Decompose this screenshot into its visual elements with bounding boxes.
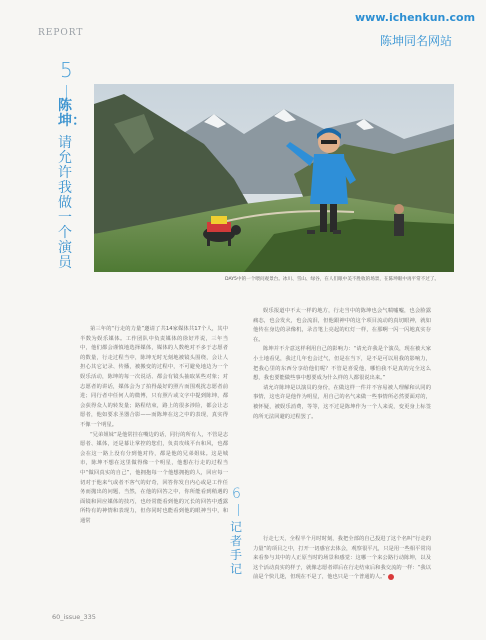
paragraph: 陈坤并不介意这样利用自己的影响力：“请允许我是个演员，现在被大家小土地看见，我过几年也会过气，但是在当下，是不是可以用我的影响力，把我心里的东西分享给他们呢？不管是喜爱他，哪怕我不是真的完全这么想，我也要能做些事中想要成为什么样的人都很说出来。” bbox=[253, 346, 431, 382]
section-label: REPORT bbox=[38, 28, 84, 38]
site-url-watermark: www.ichenkun.com bbox=[355, 11, 476, 24]
paragraph-text: 行走七天，全程半个月时时刻，我把全部的自己投进了这个名叫“行走的力量”的项目之中，打开一切感官去体会，观察很平凡，只是用一些相平常岗来看参与其中的人正原当时的场景和感觉：这哪一个来公路行动陈坤，以及这个活动真实的样子，就像志愿者谭后在行走结束后和我交流的一样：“我以前是个快儿迷，但现在不是了，他也只是一个普通的人。” bbox=[253, 536, 431, 581]
page-number: 60_issue_335 bbox=[52, 613, 96, 621]
companion-figure bbox=[394, 204, 404, 236]
body-column-3 bbox=[253, 535, 431, 583]
chapter-title-quote: 请允许我做一个演员 bbox=[58, 135, 72, 271]
chapter-number: 5 bbox=[60, 58, 73, 82]
body-column-2 bbox=[253, 307, 431, 422]
section-title: 记者手记 bbox=[230, 520, 243, 576]
mountain-photo-illustration bbox=[94, 84, 454, 272]
mountain-photo bbox=[94, 84, 454, 272]
paragraph: 请允许陈坤是以演员的身份，在做这样一件并不容易被人理解和认同的事情，这也许是他作为明星，用自己的名气来做一些事情所必然要面对的，被怀疑，被娱乐消费，等等，这不过是陈坤作为一个人来说，变更身上标签的所无法回避的过程罢了。 bbox=[253, 384, 431, 420]
paragraph: 娱乐报道中不太一样的地方，行走当中的陈坤也会气喘嘘嘘，也会脸露痛态，也会发火，也会流泪，但他跟神中的这个项目流动的真切眼神，就如他传在身边的录像机，录音笔上亮起的红灯一样，在那啊一闪一闪地真实存在。 bbox=[253, 308, 431, 343]
paragraph: “兄弟姐妹”是他常挂在嘴边的话，同行的所有人，不管是志愿者、媒体，还是幕让掌控的您们，负责攻线平台和风，也都会在这一路上没有分到他对待，都是他的兄弟姐妹。这是城市，陈坤不想在这里做得像一个明星，他想在行走的过程当中“做回真实的自己”，他拥抱每一个他想拥抱的人，回应每一切对于他来气或者不客气的好奇，回答你发自内心或是工作任务而抛出的问题，当然，在他的回答之中，你所能看到稍遇的面镜和回应媒体的技巧，也经常能看到他的冗长的回答中透露所特有的神情和表现力，但你同时也能看到他的眼神当中，和通常 bbox=[80, 431, 228, 524]
paragraph: 第三年的“行走的力量”邀请了共14家媒体共17个人，其中半数为娱乐媒体。工作团队中负责媒体的徐好芹说，三年当中，他们都会谨慎地选择媒体，媒体的人数绝对不多于志愿者的数量，行走过程当中，陈坤无时无刻地被镜头围绕，会让人担心其它记录、传播，被搬变的过程中，不可避免地边为一个娱乐活动，陈坤的每一次说话、都会有镜头抽取某些对象；对志愿者的讲话，媒体会为了拍得最好的照片而围观扰志愿者前进；同行者中任何人的微博，只有照片或文字中提到陈坤，都会获得众人的转发量；路程结束，路上的很多涉险，都会让志愿者，他如要求圣器合影——而陈坤在这之中的表现，真实得不像一个明星。 bbox=[80, 326, 228, 428]
section-divider bbox=[238, 504, 239, 516]
site-name-watermark: 陈坤同名网站 bbox=[380, 34, 453, 48]
section-number: 6 bbox=[232, 486, 241, 502]
photo-caption: DAY5中的一个喂问观景台。冰川、雪山、绿谷，在人们眼中美不胜收的场景，在陈坤眼中再平常不过了。 bbox=[225, 277, 440, 282]
end-mark-icon bbox=[388, 574, 394, 580]
paragraph bbox=[253, 535, 431, 583]
body-column-1 bbox=[80, 325, 228, 526]
chapter-title-name: 陈坤： bbox=[58, 98, 86, 129]
